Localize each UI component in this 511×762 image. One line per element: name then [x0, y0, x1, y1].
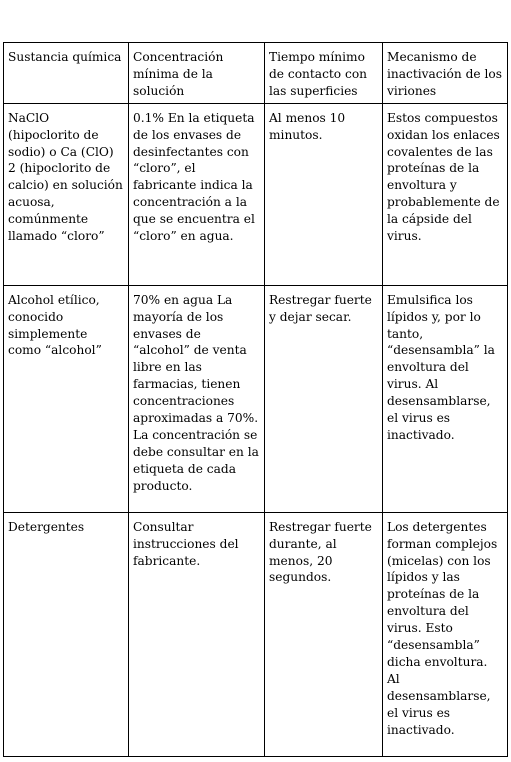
- cell-substance: Alcohol etílico, conocido simplemente como “alcohol”: [4, 285, 129, 512]
- cell-contact-time: Al menos 10 minutos.: [265, 103, 383, 285]
- table-row: [4, 512, 508, 756]
- cell-concentration: Consultar instrucciones del fabricante.: [129, 512, 265, 756]
- cell-substance: Detergentes: [4, 512, 129, 756]
- cell-concentration: 0.1% En la etiqueta de los envases de desinfectantes con “cloro”, el fabricante indica la concentración a la que se encuentra el “cloro” en agua.: [129, 103, 265, 285]
- header-contact-time: Tiempo mínimo de contacto con las superficies: [265, 43, 383, 104]
- table-row: [4, 103, 508, 285]
- header-mechanism: Mecanismo de inactivación de los viriones: [383, 43, 508, 104]
- header-concentration: Concentración mínima de la solución: [129, 43, 265, 104]
- cell-contact-time: Restregar fuerte y dejar secar.: [265, 285, 383, 512]
- cell-mechanism: Emulsifica los lípidos y, por lo tanto, “desensambla” la envoltura del virus. Al desensamblarse, el virus es inactivado.: [383, 285, 508, 512]
- cell-mechanism: Estos compuestos oxidan los enlaces covalentes de las proteínas de la envoltura y probablemente de la cápside del virus.: [383, 103, 508, 285]
- cell-contact-time: Restregar fuerte durante, al menos, 20 segundos.: [265, 512, 383, 756]
- cell-concentration: 70% en agua La mayoría de los envases de “alcohol” de venta libre en las farmacias, tienen concentraciones aproximadas a 70%. La concentración se debe consultar en la etiqueta de cada producto.: [129, 285, 265, 512]
- table-row: [4, 285, 508, 512]
- cell-mechanism: Los detergentes forman complejos (micelas) con los lípidos y las proteínas de la envoltura del virus. Esto “desensambla” dicha envoltura. Al desensamblarse, el virus es inactivado.: [383, 512, 508, 756]
- cell-substance: NaClO (hipoclorito de sodio) o Ca (ClO) 2 (hipoclorito de calcio) en solución acuosa, comúnmente llamado “cloro”: [4, 103, 129, 285]
- header-substance: Sustancia química: [4, 43, 129, 104]
- disinfectants-table: [3, 42, 508, 757]
- table-header-row: [4, 43, 508, 104]
